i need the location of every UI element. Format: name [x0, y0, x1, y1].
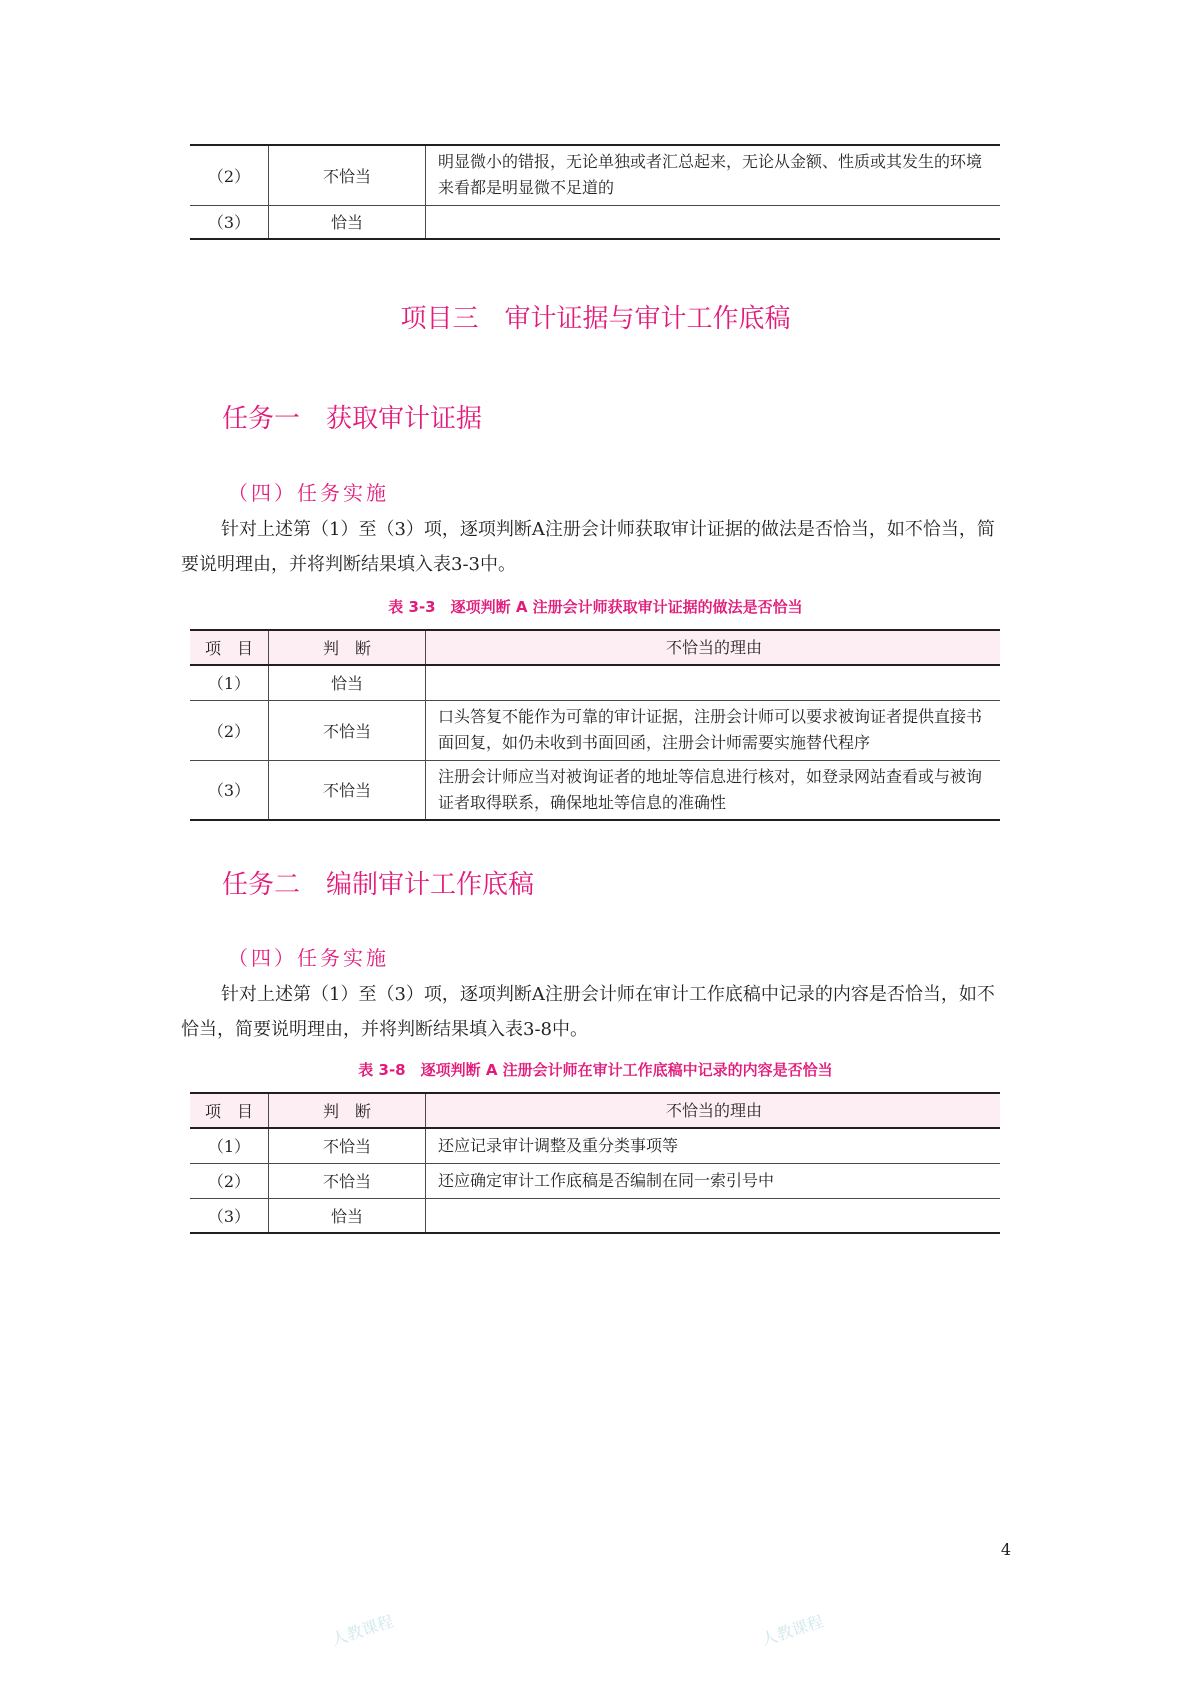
table-row: [190, 1163, 1000, 1198]
cell-item: （3）: [190, 205, 269, 239]
cell-item: （2）: [190, 145, 269, 205]
table-header-row: [190, 1093, 1000, 1128]
task2-subheading: （四）任务实施: [228, 946, 389, 970]
task1-paragraph: 针对上述第（1）至（3）项，逐项判断A注册会计师获取审计证据的做法是否恰当，如不恰当，简要说明理由，并将判断结果填入表3-3中。: [181, 519, 995, 575]
table-3-8-caption: 表 3-8 逐项判断 A 注册会计师在审计工作底稿中记录的内容是否恰当: [358, 1061, 833, 1079]
header-item: 项 目: [190, 1093, 269, 1128]
cell-reason: 还应确定审计工作底稿是否编制在同一索引号中: [426, 1163, 1001, 1198]
task2-paragraph: 针对上述第（1）至（3）项，逐项判断A注册会计师在审计工作底稿中记录的内容是否恰当，如不恰当，简要说明理由，并将判断结果填入表3-8中。: [181, 984, 995, 1040]
table-row: [190, 700, 1000, 760]
cell-judgment: 不恰当: [269, 1163, 426, 1198]
cell-reason: 还应记录审计调整及重分类事项等: [426, 1128, 1001, 1163]
task2-title: 任务二 编制审计工作底稿: [222, 870, 535, 900]
cell-item: （1）: [190, 1128, 269, 1163]
cell-reason: 注册会计师应当对被询证者的地址等信息进行核对，如登录网站查看或与被询证者取得联系，确保地址等信息的准确性: [426, 760, 1001, 820]
table-header-row: [190, 630, 1000, 665]
cell-judgment: 不恰当: [269, 760, 426, 820]
table-row: [190, 1128, 1000, 1163]
header-reason: 不恰当的理由: [426, 1093, 1001, 1128]
task1-title: 任务一 获取审计证据: [222, 404, 483, 434]
task1-subheading: （四）任务实施: [228, 481, 389, 505]
watermark-logo: 人教课程: [758, 1611, 826, 1650]
table-row: [190, 665, 1000, 700]
cell-item: （2）: [190, 700, 269, 760]
cell-judgment: 恰当: [269, 205, 426, 239]
cell-item: （2）: [190, 1163, 269, 1198]
cell-reason: 口头答复不能作为可靠的审计证据，注册会计师可以要求被询证者提供直接书面回复，如仍未收到书面回函，注册会计师需要实施替代程序: [426, 700, 1001, 760]
cell-reason: [426, 665, 1001, 700]
cell-judgment: 恰当: [269, 1198, 426, 1233]
header-judgment: 判 断: [269, 1093, 426, 1128]
cell-reason: [426, 1198, 1001, 1233]
cell-item: （3）: [190, 1198, 269, 1233]
project-title: 项目三 审计证据与审计工作底稿: [400, 304, 791, 334]
cell-judgment: 不恰当: [269, 1128, 426, 1163]
table-3-3: [190, 629, 1000, 821]
cell-judgment: 恰当: [269, 665, 426, 700]
table-3-8: [190, 1092, 1000, 1234]
cell-judgment: 不恰当: [269, 700, 426, 760]
table-row: [190, 205, 1000, 239]
table-3-3-caption: 表 3-3 逐项判断 A 注册会计师获取审计证据的做法是否恰当: [388, 598, 803, 616]
watermark-logo: 人教课程: [328, 1611, 396, 1650]
cell-reason: [426, 205, 1001, 239]
cell-item: （3）: [190, 760, 269, 820]
cell-judgment: 不恰当: [269, 145, 426, 205]
header-item: 项 目: [190, 630, 269, 665]
header-judgment: 判 断: [269, 630, 426, 665]
page-number: 4: [1000, 1540, 1011, 1559]
table-row: [190, 760, 1000, 820]
table-row: [190, 1198, 1000, 1233]
header-reason: 不恰当的理由: [426, 630, 1001, 665]
cell-reason: 明显微小的错报，无论单独或者汇总起来，无论从金额、性质或其发生的环境来看都是明显微不足道的: [426, 145, 1001, 205]
table-row: [190, 145, 1000, 205]
cell-item: （1）: [190, 665, 269, 700]
table-continued: [190, 144, 1000, 240]
